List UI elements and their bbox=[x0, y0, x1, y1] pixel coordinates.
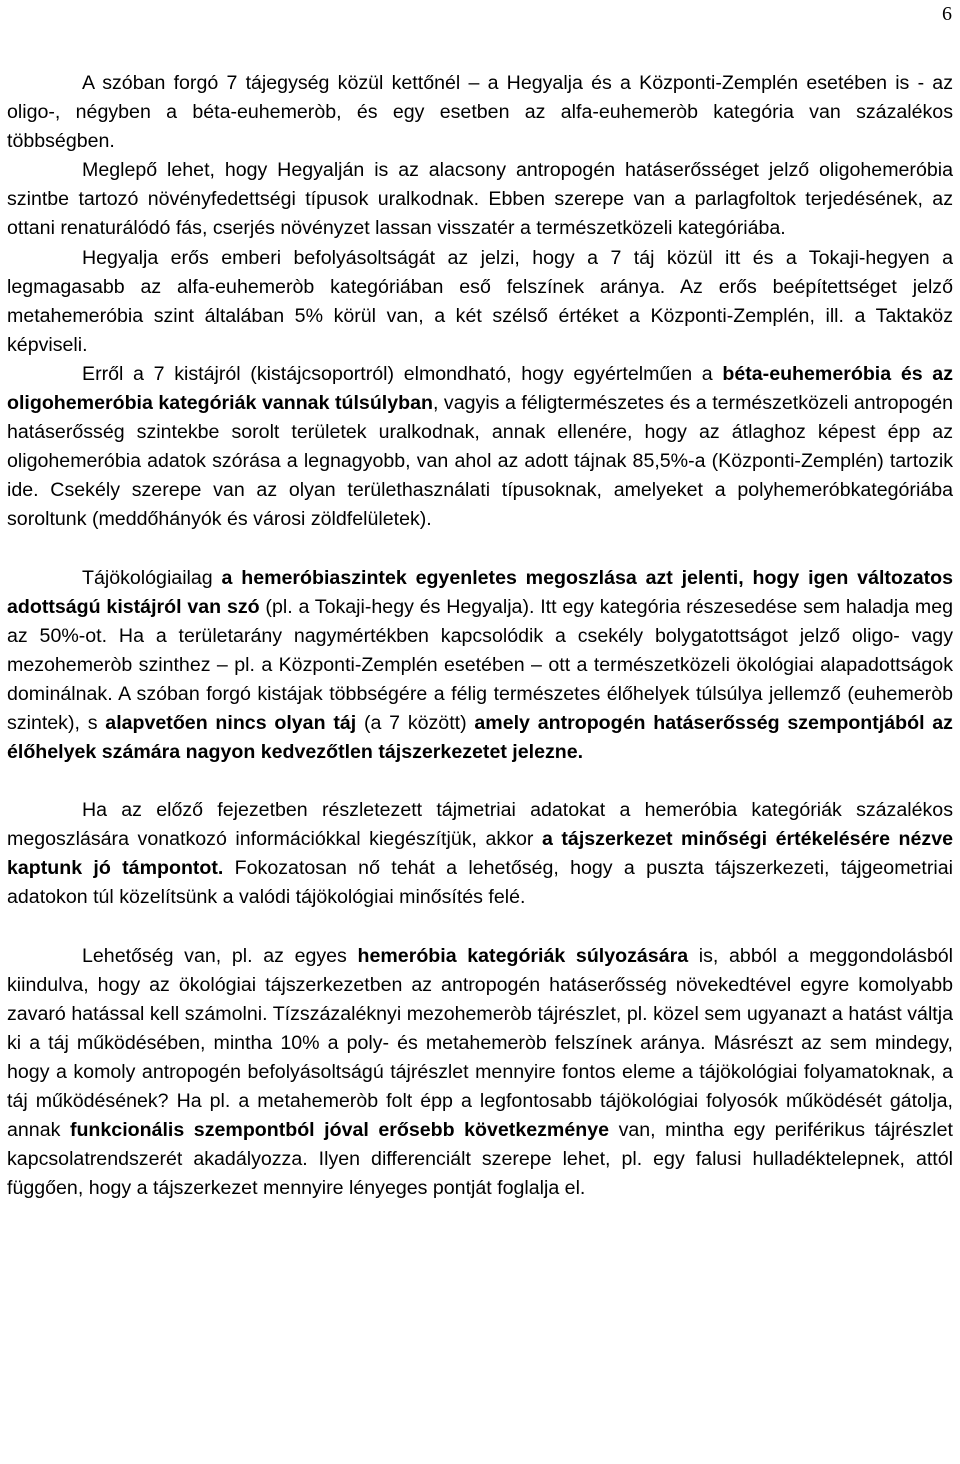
text-span: van, mintha egy periférikus tájrészlet kapcsolatrendszerét akadályozza. Ilyen differenciált szerepe lehet, pl. egy falusi hulladéktelepnek, attól függően, hogy a tájszerkezet mennyire lényeges pontját foglalja el. bbox=[7, 1119, 953, 1200]
paragraph bbox=[7, 796, 953, 912]
text-span: Fokozatosan nő tehát a lehetőség, hogy a puszta tájszerkezeti, tájgeometriai adatokon túl közelítsünk a valódi tájökológiai minősítés felé. bbox=[7, 857, 953, 909]
page-number: 6 bbox=[942, 3, 952, 25]
paragraph bbox=[7, 156, 953, 243]
bold-text-span: a tájszerkezet minőségi értékelésére nézve kaptunk jó támpontot. bbox=[7, 828, 953, 880]
paragraph bbox=[7, 564, 953, 768]
text-span: Meglepő lehet, hogy Hegyalján is az alacsony antropogén hatáserősséget jelző oligohemeróbia szintbe tartozó növényfedettségi típusok uralkodnak. Ebben szerepe van a parlagfoltok terjedésének, az ottani renaturálódó fás, cserjés növényzet lassan visszatér a természetközeli kategóriába. bbox=[7, 159, 953, 240]
paragraph bbox=[7, 360, 953, 535]
paragraph bbox=[7, 942, 953, 1204]
bold-text-span: amely antropogén hatáserősség szempontjából az élőhelyek számára nagyon kedvezőtlen tájszerkezetet jelezne. bbox=[7, 711, 953, 764]
text-span: A szóban forgó 7 tájegység közül kettőnél – a Hegyalja és a Központi-Zemplén esetében is - az oligo-, négyben a béta-euhemeròb, és egy esetben az alfa-euhemeròb kategória van százalékos többségben. bbox=[7, 72, 953, 153]
text-span: (a 7 között) bbox=[356, 711, 475, 734]
bold-text-span: a hemeróbiaszintek egyenletes megoszlása azt jelenti, hogy igen változatos adottságú kistájról van szó bbox=[7, 566, 954, 618]
text-span: Tájökológiailag bbox=[82, 566, 222, 589]
text-span: Ha az előző fejezetben részletezett tájmetriai adatokat a hemeróbia kategóriák százalékos megoszlására vonatkozó információkkal kiegészítjük, akkor bbox=[7, 799, 953, 851]
bold-text-span: béta-euhemeróbia és az oligohemeróbia kategóriák vannak túlsúlyban bbox=[7, 362, 953, 415]
paragraph bbox=[7, 69, 953, 156]
bold-text-span: funkcionális szempontból jóval erősebb következménye bbox=[69, 1119, 610, 1142]
text-span: is, abból a meggondolásból kiindulva, hogy az ökológiai tájszerkezetben az antropogén hatáserősség növekedtével egyre komolyabb zavaró hatással kell számolni. Tízszázaléknyi mezohemeròb tájrészlet, pl. közel sem ugyanazt a hatást váltja ki a táj működésében, mintha 10% a poly- és metahemeròb felszínek aránya. Másrészt az sem mindegy, hogy a komoly antropogén befolyásoltságú tájrészlet mennyire fontos eleme a tájökológiai folyamatoknak, a táj működésének? Ha pl. a metahemeròb folt épp a legfontosabb tájökológiai folyosók működését gátolja, annak bbox=[7, 944, 953, 1142]
document-body bbox=[7, 69, 953, 1203]
bold-text-span: alapvetően nincs olyan táj bbox=[105, 711, 357, 734]
paragraph bbox=[7, 244, 953, 360]
text-span: Erről a 7 kistájról (kistájcsoportról) elmondható, hogy egyértelműen a bbox=[82, 362, 723, 385]
text-span: (pl. a Tokaji-hegy és Hegyalja). Itt egy kategória részesedése sem haladja meg az 50%-ot. Ha a területarány nagymértékben kapcsolódik a csekély bolygatottságot jelző oligo- vagy mezohemeròb szinthez – pl. a Központi-Zemplén esetében – ott a természetközeli ökológiai alapadottságok dominálnak. A szóban forgó kistájak többségére a félig természetes élőhelyek túlsúlya jellemző (euhemeròb szintek), s bbox=[7, 595, 954, 734]
text-span: Hegyalja erős emberi befolyásoltságát az jelzi, hogy a 7 táj közül itt és a Tokaji-hegyen a legmagasabb az alfa-euhemeròb kategóriában eső felszínek aránya. Az erős beépítettséget jelző metahemeróbia szint általában 5% körül van, a két szélső értéket a Központi-Zemplén, ill. a Taktaköz képviseli. bbox=[7, 246, 953, 356]
bold-text-span: hemeróbia kategóriák súlyozására bbox=[357, 944, 689, 967]
text-span: , vagyis a féligtermészetes és a természetközeli antropogén hatáserősség szintekbe sorolt területek uralkodnak, annak ellenére, hogy az átlaghoz képest épp az oligohemeróbia adatok szórása a legnagyobb, van ahol az adott tájnak 85,5%-a (Központi-Zemplén) tartozik ide. Csekély szerepe van az olyan területhasználati típusoknak, amelyeket a polyhemeróbkategóriába soroltunk (meddőhányók és városi zöldfelületek). bbox=[7, 392, 953, 531]
text-span: Lehetőség van, pl. az egyes bbox=[82, 944, 358, 967]
